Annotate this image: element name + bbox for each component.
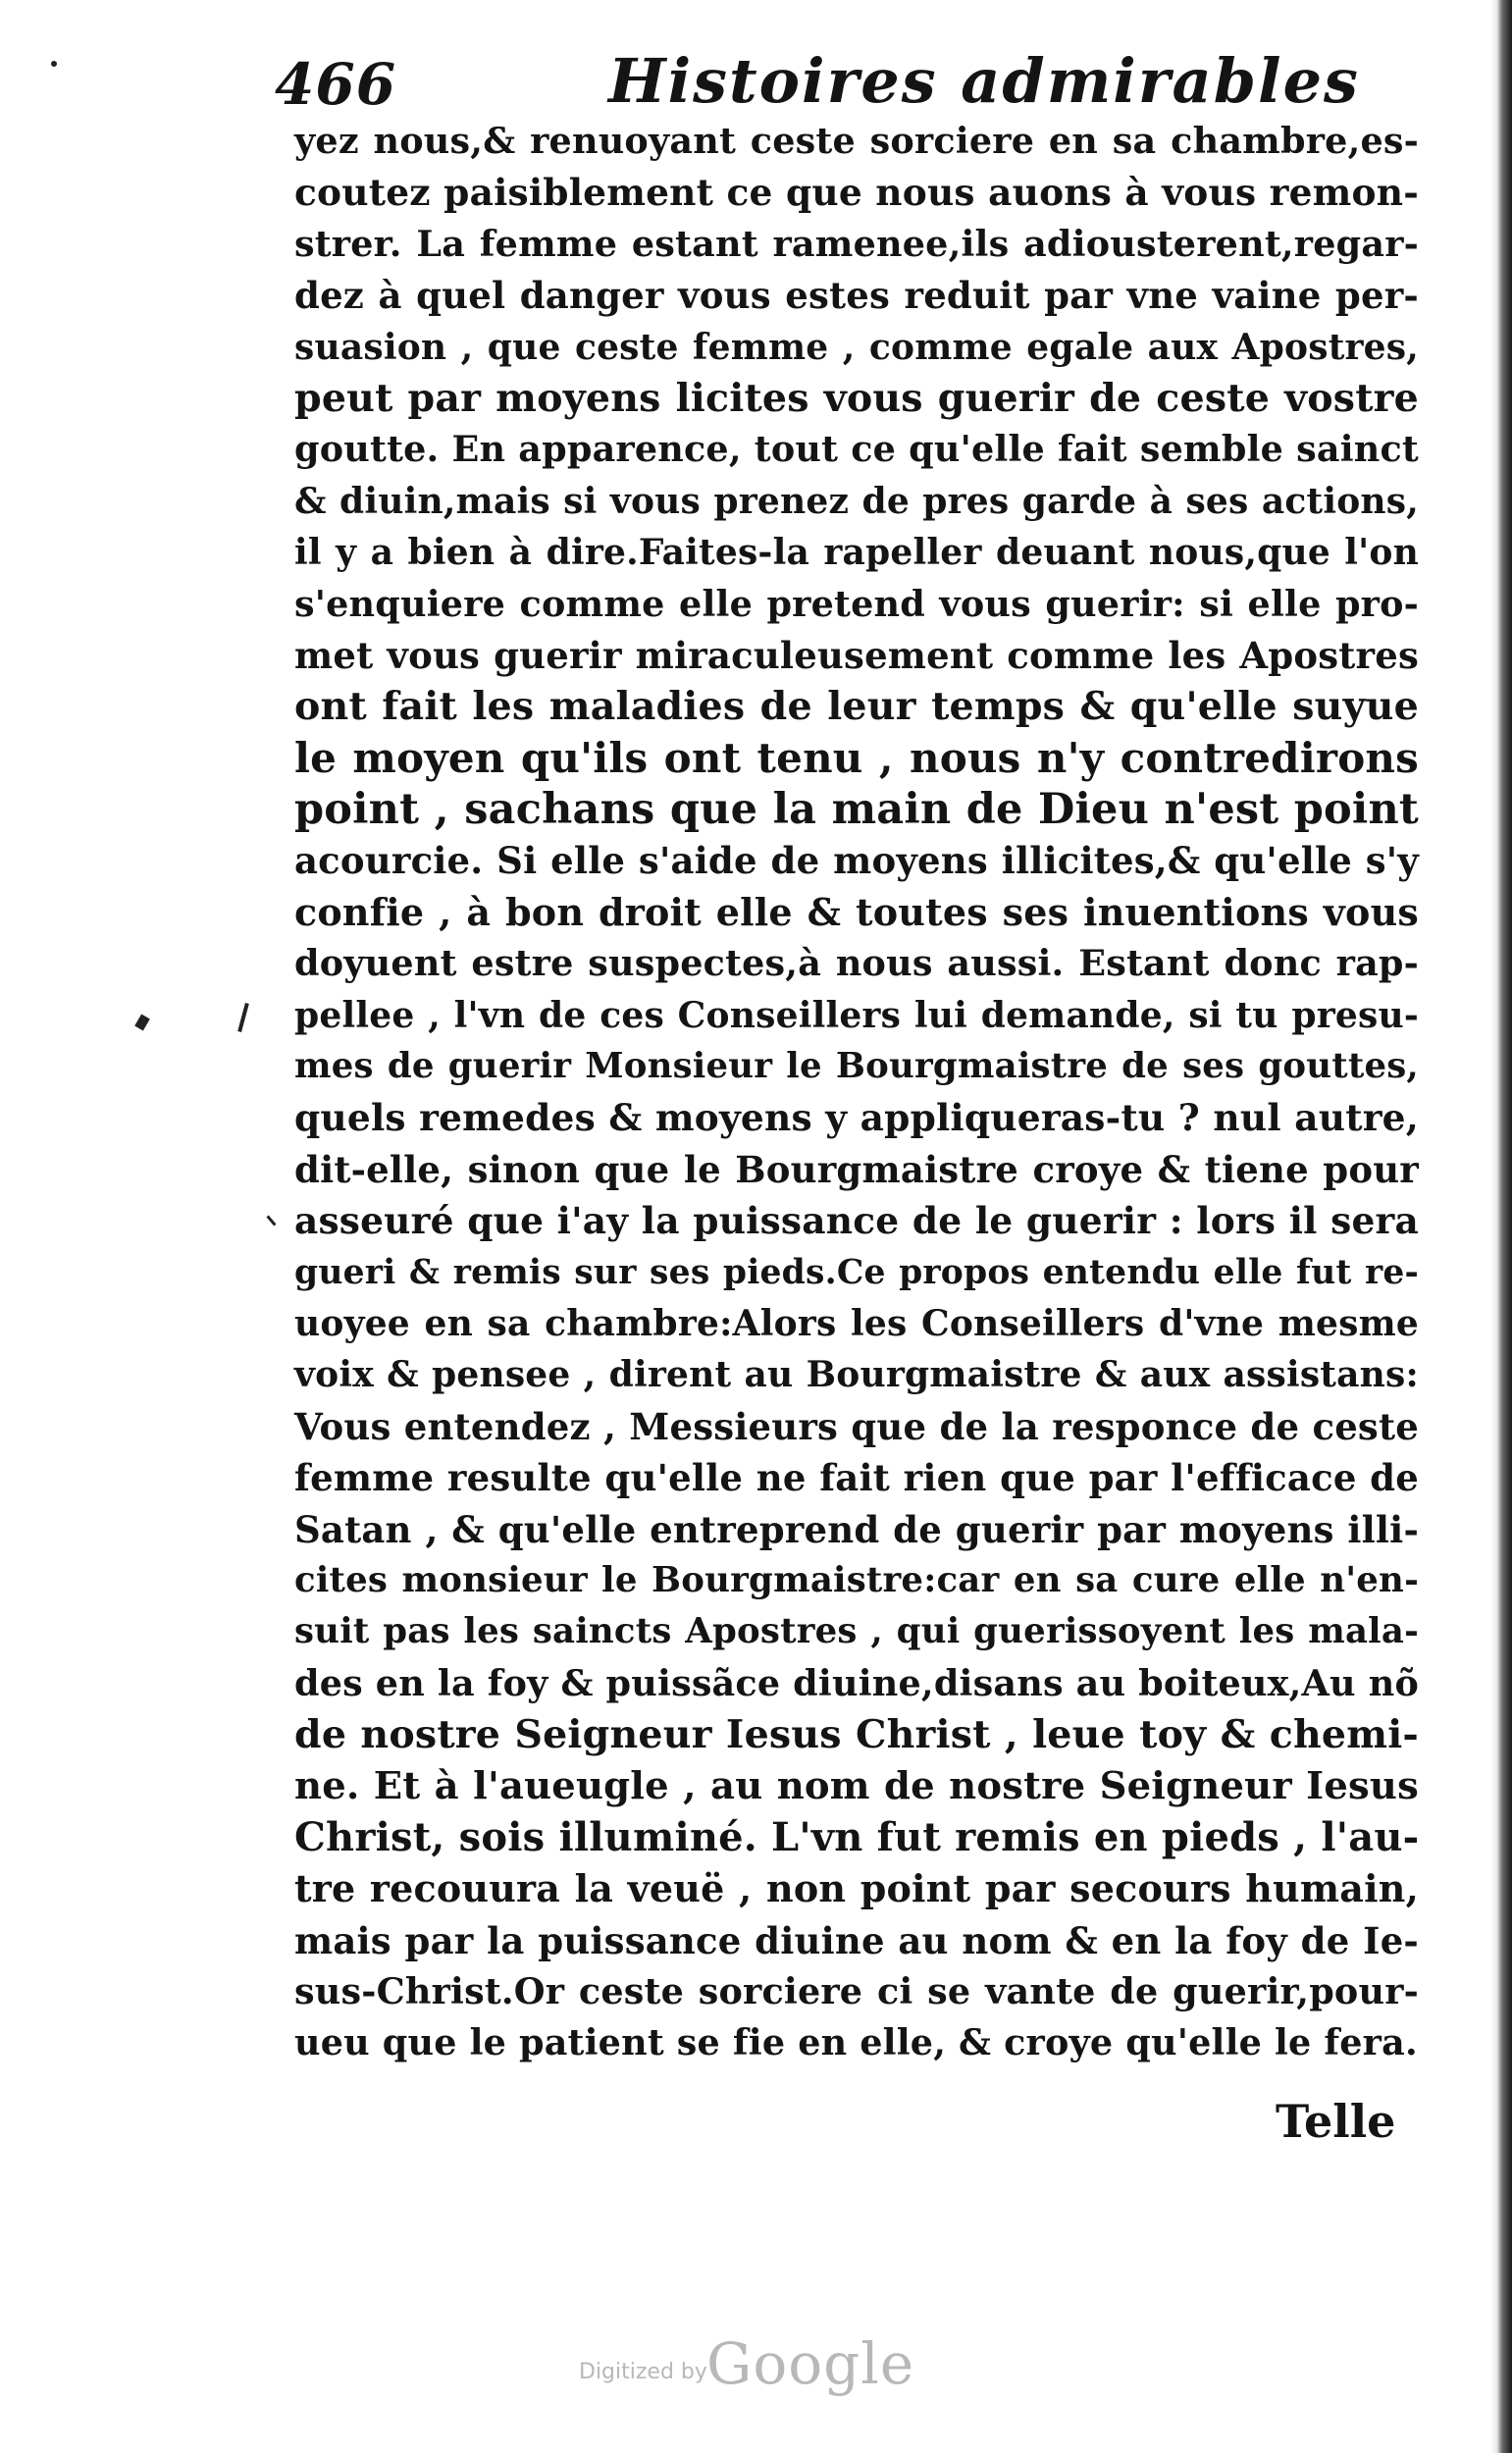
text-line: mes de guerir Monsieur le Bourgmaistre de ses gouttes,	[294, 1046, 1419, 1087]
google-logo: Google	[706, 2330, 915, 2397]
text-line: cites monsieur le Bourgmaistre:car en sa cure elle n'en-	[294, 1559, 1419, 1600]
digitized-by-label: Digitized by	[579, 2360, 707, 2384]
text-line: mais par la puissance diuine au nom & en la foy de Ie-	[294, 1918, 1419, 1962]
text-line: Christ, sois illuminé. L'vn fut remis en pieds , l'au-	[294, 1813, 1420, 1860]
text-line: quels remedes & moyens y appliqueras-tu ? nul autre,	[294, 1096, 1419, 1140]
text-line: ne. Et à l'aueugle , au nom de nostre Seigneur Iesus	[294, 1763, 1419, 1808]
text-line: met vous guerir miraculeusement comme les Apostres	[294, 633, 1419, 677]
text-line: le moyen qu'ils ont tenu , nous n'y contredirons	[294, 733, 1419, 782]
text-line: & diuin,mais si vous prenez de pres garde à ses actions,	[294, 480, 1419, 522]
margin-ink-mark	[237, 1003, 249, 1032]
text-line: dez à quel danger vous estes reduit par vne vaine per-	[294, 274, 1419, 318]
text-line: gueri & remis sur ses pieds.Ce propos entendu elle fut re-	[294, 1252, 1419, 1292]
text-line: ueu que le patient se fie en elle, & croye qu'elle le fera.	[294, 2021, 1418, 2064]
text-line: confie , à bon droit elle & toutes ses inuentions vous	[294, 889, 1419, 934]
page-number: 466	[275, 51, 397, 118]
text-line: voix & pensee , dirent au Bourgmaistre & aux assistans:	[294, 1354, 1419, 1396]
page-gutter-shadow	[1490, 0, 1512, 2453]
text-line: pellee , l'vn de ces Conseillers lui demande, si tu presu-	[294, 994, 1419, 1036]
text-line: il y a bien à dire.Faites-la rapeller deuant nous,que l'on	[294, 532, 1419, 574]
text-line: sus-Christ.Or ceste sorciere ci se vante de guerir,pour-	[294, 1970, 1419, 2013]
text-line: doyuent estre suspectes,à nous aussi. Estant donc rap-	[294, 942, 1419, 985]
text-line: acourcie. Si elle s'aide de moyens illicites,& qu'elle s'y	[294, 839, 1419, 883]
margin-ink-mark	[134, 1014, 150, 1030]
text-line: ont fait les maladies de leur temps & qu'elle suyue	[294, 684, 1419, 730]
text-line: yez nous,& renuoyant ceste sorciere en sa chambre,es-	[294, 120, 1419, 162]
text-line: de nostre Seigneur Iesus Christ , leue toy & chemi-	[294, 1712, 1419, 1758]
running-head: Histoires admirables	[608, 45, 1360, 117]
text-line: Satan , & qu'elle entreprend de guerir par moyens illi-	[294, 1507, 1419, 1551]
text-line: goutte. En apparence, tout ce qu'elle fait semble sainct	[294, 428, 1419, 471]
text-line: uoyee en sa chambre:Alors les Conseillers d'vne mesme	[294, 1302, 1419, 1344]
body-text	[294, 116, 1419, 2069]
text-line: coutez paisiblement ce que nous auons à vous remon-	[294, 171, 1419, 215]
text-line: des en la foy & puissãce diuine,disans au boiteux,Au nõ	[294, 1661, 1419, 1704]
text-line: s'enquiere comme elle pretend vous guerir: si elle pro-	[294, 582, 1419, 625]
margin-ink-mark	[266, 1215, 276, 1226]
text-line: peut par moyens licites vous guerir de ceste vostre	[294, 375, 1419, 421]
text-line: point , sachans que la main de Dieu n'est point	[294, 785, 1419, 835]
text-line: suasion , que ceste femme , comme egale aux Apostres,	[294, 326, 1419, 368]
text-line: strer. La femme estant ramenee,ils adiousterent,regar-	[294, 222, 1419, 265]
text-line: femme resulte qu'elle ne fait rien que par l'efficace de	[294, 1456, 1419, 1500]
margin-ink-mark	[51, 61, 57, 67]
text-line: dit-elle, sinon que le Bourgmaistre croye & tiene pour	[294, 1147, 1419, 1191]
digitized-by-watermark	[579, 2330, 932, 2399]
text-line: Vous entendez , Messieurs que de la responce de ceste	[294, 1404, 1419, 1448]
text-line: tre recouura la veuë , non point par secours humain,	[294, 1866, 1419, 1911]
text-line: asseuré que i'ay la puissance de le guerir : lors il sera	[294, 1199, 1419, 1243]
page-header	[275, 39, 1413, 118]
catchword: Telle	[1276, 2095, 1396, 2148]
text-line: suit pas les saincts Apostres , qui guerissoyent les mala-	[294, 1611, 1419, 1652]
